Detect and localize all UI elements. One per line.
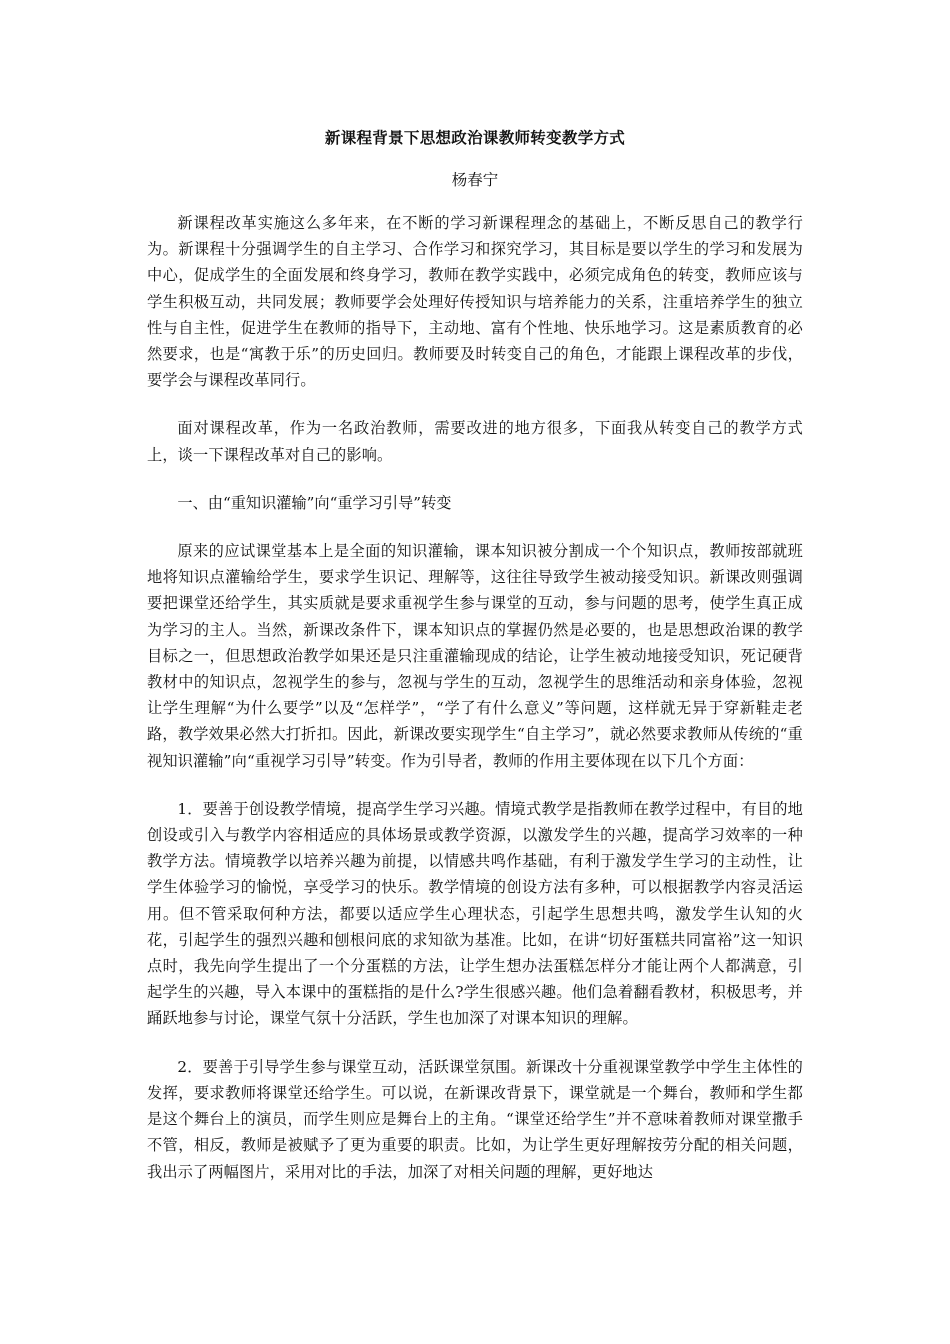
- section-heading: 一、由“重知识灌输”向“重学习引导”转变: [177, 493, 452, 512]
- paragraph-intro: 新课程改革实施这么多年来，在不断的学习新课程理念的基础上，不断反思自己的教学行为。新课程十分强调学生的自主学习、合作学习和探究学习，其目标是要以学生的学习和发展为中心，促成学生的全面发展和终身学习，教师在教学实践中，必须完成角色的转变，教师应该与学生积极互动，共同发展；教师要学会处理好传授知识与培养能力的关系，注重培养学生的独立性与自主性，促进学生在教师的指导下，主动地、富有个性地、快乐地学习。这是素质教育的必然要求，也是“寓教于乐”的历史回归。教师要及时转变自己的角色，才能跟上课程改革的步伐，要学会与课程改革同行。: [147, 214, 803, 390]
- document-page: [147, 128, 803, 1185]
- paragraph-point-1: 1．要善于创设教学情境，提高学生学习兴趣。情境式教学是指教师在教学过程中，有目的地创设或引入与教学内容相适应的具体场景或教学资源，以激发学生的兴趣，提高学习效率的一种教学方法。情境教学以培养兴趣为前提，以情感共鸣作基础，有利于激发学生学习的主动性，让学生体验学习的愉悦，享受学习的快乐。教学情境的创设方法有多种，可以根据教学内容灵活运用。但不管采取何种方法，都要以适应学生心理状态，引起学生思想共鸣，激发学生认知的火花，引起学生的强烈兴趣和刨根问底的求知欲为基准。比如，在讲“切好蛋糕共同富裕”这一知识点时，我先向学生提出了一个分蛋糕的方法，让学生想办法蛋糕怎样分才能让两个人都满意，引起学生的兴趣，导入本课中的蛋糕指的是什么?学生很感兴趣。他们急着翻看教材，积极思考，并踊跃地参与讨论，课堂气氛十分活跃，学生也加深了对课本知识的理解。: [147, 799, 803, 1028]
- author-name: 杨春宁: [451, 171, 499, 189]
- paragraph-point-2: 2．要善于引导学生参与课堂互动，活跃课堂氛围。新课改十分重视课堂教学中学生主体性的发挥，要求教师将课堂还给学生。可以说，在新课改背景下，课堂就是一个舞台，教师和学生都是这个舞台上的演员，而学生则应是舞台上的主角。“课堂还给学生”并不意味着教师对课堂撒手不管，相反，教师是被赋予了更为重要的职责。比如，为让学生更好理解按劳分配的相关问题，我出示了两幅图片，采用对比的手法，加深了对相关问题的理解，更好地达: [147, 1057, 803, 1181]
- paragraph-overview: 面对课程改革，作为一名政治教师，需要改进的地方很多，下面我从转变自己的教学方式上，谈一下课程改革对自己的影响。: [147, 419, 803, 464]
- document-title: 新课程背景下思想政治课教师转变教学方式: [324, 128, 626, 147]
- paragraph-section-body: 原来的应试课堂基本上是全面的知识灌输，课本知识被分割成一个个知识点，教师按部就班地将知识点灌输给学生，要求学生识记、理解等，这往往导致学生被动接受知识。新课改则强调要把课堂还给学生，其实质就是要求重视学生参与课堂的互动，参与问题的思考，使学生真正成为学习的主人。当然，新课改条件下，课本知识点的掌握仍然是必要的，也是思想政治课的教学目标之一，但思想政治教学如果还是只注重灌输现成的结论，让学生被动地接受知识，死记硬背教材中的知识点，忽视学生的参与，忽视与学生的互动，忽视学生的思维活动和亲身体验，忽视让学生理解“为什么要学”以及“怎样学”，“学了有什么意义”等问题，这样就无异于穿新鞋走老路，教学效果必然大打折扣。因此，新课改要实现学生“自主学习”，就必然要求教师从传统的“重视知识灌输”向“重视学习引导”转变。作为引导者，教师的作用主要体现在以下几个方面：: [147, 542, 803, 770]
